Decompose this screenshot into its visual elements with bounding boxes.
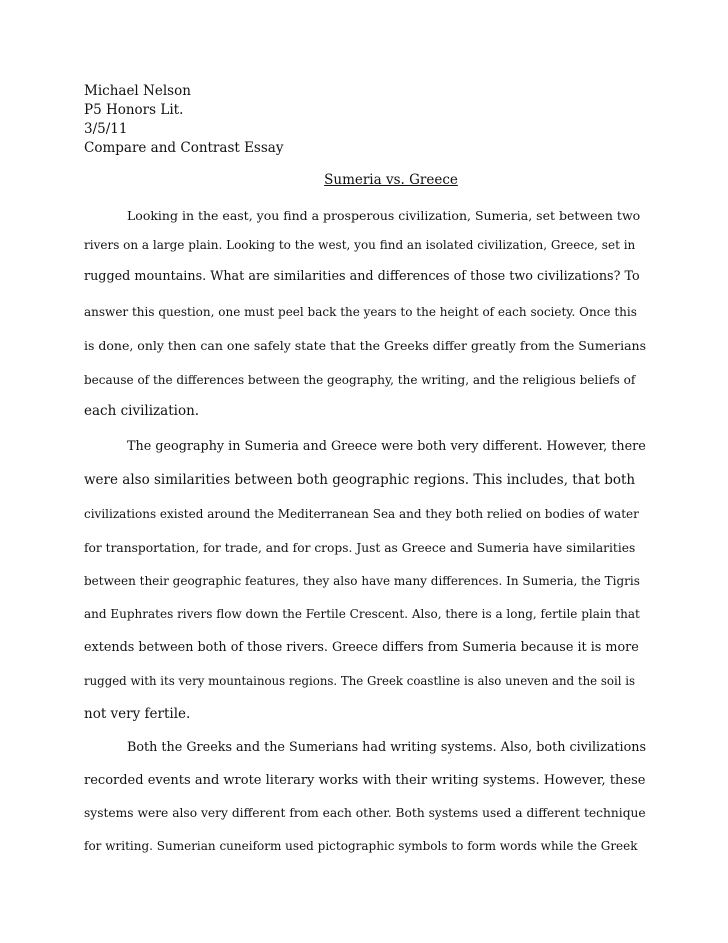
essay-header bbox=[84, 82, 283, 158]
body-line: each civilization. bbox=[84, 403, 200, 419]
body-line: systems were also very different from each other. Both systems used a different technique bbox=[84, 806, 646, 820]
body-line: rugged with its very mountainous regions. The Greek coastline is also uneven and the soil is bbox=[84, 674, 636, 688]
body-line: Both the Greeks and the Sumerians had writing systems. Also, both civilizations bbox=[127, 740, 647, 755]
body-line: rivers on a large plain. Looking to the west, you find an isolated civilization, Greece, set in bbox=[84, 238, 636, 252]
body-line: answer this question, one must peel back the years to the height of each society. Once this bbox=[84, 305, 637, 319]
body-line: and Euphrates rivers flow down the Fertile Crescent. Also, there is a long, fertile plain that bbox=[84, 607, 640, 621]
body-line: were also similarities between both geographic regions. This includes, that both bbox=[84, 472, 636, 488]
body-line: recorded events and wrote literary works with their writing systems. However, these bbox=[84, 773, 646, 788]
body-line: between their geographic features, they also have many differences. In Sumeria, the Tigris bbox=[84, 574, 640, 588]
body-line: The geography in Sumeria and Greece were both very different. However, there bbox=[127, 439, 646, 454]
assignment-type: Compare and Contrast Essay bbox=[84, 140, 284, 156]
essay-title-container bbox=[0, 171, 728, 190]
body-line: civilizations existed around the Mediterranean Sea and they both relied on bodies of water bbox=[84, 507, 639, 521]
body-line: for transportation, for trade, and for crops. Just as Greece and Sumeria have similarities bbox=[84, 541, 636, 555]
essay-title: Sumeria vs. Greece bbox=[324, 172, 458, 188]
body-line: is done, only then can one safely state that the Greeks differ greatly from the Sumerians bbox=[84, 338, 646, 353]
body-line: because of the differences between the geography, the writing, and the religious beliefs of bbox=[84, 373, 636, 387]
body-line: Looking in the east, you find a prosperous civilization, Sumeria, set between two bbox=[127, 208, 641, 223]
body-line: rugged mountains. What are similarities and differences of those two civilizations? To bbox=[84, 269, 640, 284]
body-line: for writing. Sumerian cuneiform used pictographic symbols to form words while the Greek bbox=[84, 839, 638, 853]
author-name: Michael Nelson bbox=[84, 83, 191, 99]
class-name: P5 Honors Lit. bbox=[84, 102, 184, 118]
essay-date: 3/5/11 bbox=[84, 121, 128, 137]
body-line: not very fertile. bbox=[84, 706, 191, 722]
body-line: extends between both of those rivers. Greece differs from Sumeria because it is more bbox=[84, 640, 639, 655]
